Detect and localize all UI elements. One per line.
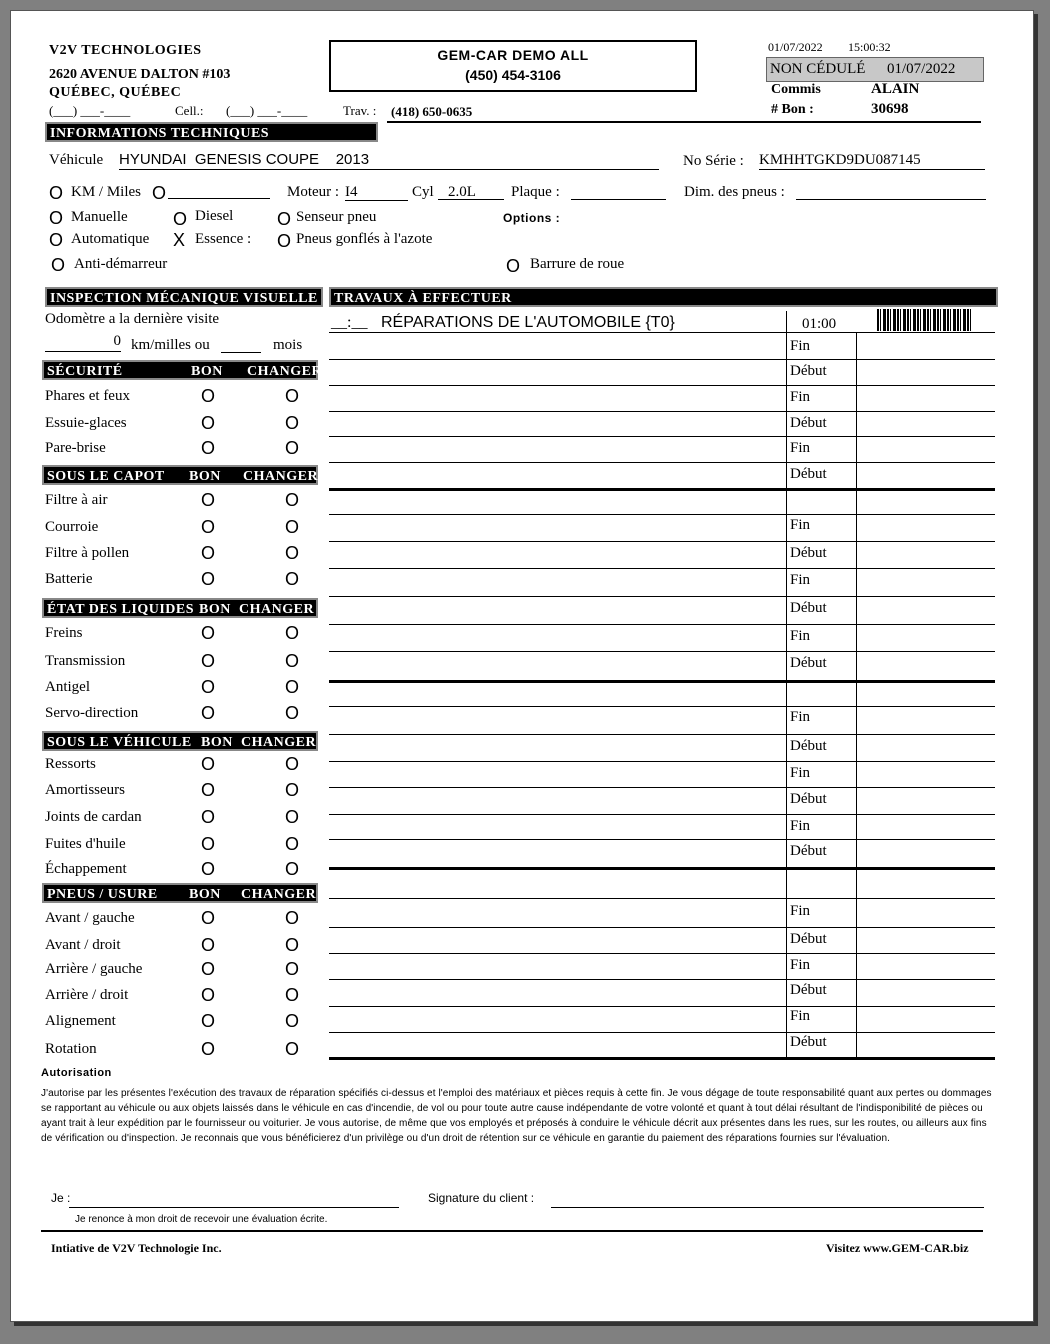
changer-radio[interactable]: O — [285, 623, 300, 643]
table-rule — [329, 953, 995, 954]
tires-blank — [796, 199, 986, 200]
col-bon-label: BON — [199, 602, 231, 617]
table-rule — [329, 1032, 995, 1033]
bon-radio[interactable]: O — [201, 517, 216, 537]
changer-radio[interactable]: O — [285, 517, 300, 537]
changer-radio[interactable]: O — [285, 834, 300, 854]
miles-radio[interactable]: O — [152, 183, 167, 203]
changer-radio[interactable]: O — [285, 490, 300, 510]
row-fin-label: Fin — [790, 440, 811, 456]
table-rule — [329, 927, 995, 928]
row-fin-label: Fin — [790, 572, 811, 588]
bon-radio[interactable]: O — [201, 1011, 216, 1031]
section-title: PNEUS / USURE — [47, 887, 158, 902]
changer-radio[interactable]: O — [285, 438, 300, 458]
header-rule — [387, 121, 981, 123]
table-rule — [329, 411, 995, 412]
changer-radio[interactable]: O — [285, 543, 300, 563]
section-title: SÉCURITÉ — [47, 364, 123, 379]
changer-radio[interactable]: O — [285, 754, 300, 774]
table-col-rule — [856, 681, 857, 867]
col-changer-label: CHANGER — [247, 364, 323, 379]
wheel-lock-label: Barrure de roue — [530, 256, 625, 272]
odometer-label: Odomètre a la dernière visite — [45, 311, 220, 327]
table-rule — [329, 488, 995, 491]
row-debut-label: Début — [790, 363, 827, 379]
km-radio[interactable]: O — [49, 183, 64, 203]
tech-info-header: INFORMATIONS TECHNIQUES — [45, 122, 378, 142]
plate-label: Plaque : — [511, 184, 560, 200]
cell-phone: (___) ___-____ — [226, 103, 308, 118]
inspection-item-label: Phares et feux — [45, 388, 130, 404]
row-debut-label: Début — [790, 982, 827, 998]
changer-radio[interactable]: O — [285, 413, 300, 433]
col-bon-label: BON — [189, 469, 221, 484]
sensor-label: Senseur pneu — [296, 209, 377, 225]
row-fin-label: Fin — [790, 1008, 811, 1024]
row-fin-label: Fin — [790, 903, 811, 919]
cyl-value: 2.0L — [438, 184, 504, 200]
changer-radio[interactable]: O — [285, 1011, 300, 1031]
table-rule — [329, 867, 995, 870]
table-col-rule — [786, 489, 787, 680]
row-debut-label: Début — [790, 931, 827, 947]
col-changer-label: CHANGER — [241, 735, 317, 750]
inspection-item-label: Échappement — [45, 861, 127, 877]
inspection-item-label: Alignement — [45, 1013, 116, 1029]
job-description: RÉPARATIONS DE L'AUTOMOBILE {T0} — [381, 314, 675, 331]
bon-value: 30698 — [871, 101, 909, 117]
authorization-title: Autorisation — [41, 1067, 112, 1079]
inspection-item-label: Freins — [45, 625, 83, 641]
table-rule — [329, 979, 995, 980]
immobilizer-checkbox[interactable]: O — [51, 255, 66, 275]
table-rule — [329, 514, 995, 515]
row-fin-label: Fin — [790, 389, 811, 405]
dealer-name: GEM-CAR DEMO ALL — [437, 47, 589, 63]
changer-radio[interactable]: O — [285, 386, 300, 406]
inspection-item-label: Joints de cardan — [45, 809, 142, 825]
signature-line[interactable] — [551, 1207, 984, 1208]
motor-value: I4 — [345, 184, 408, 201]
nitrogen-checkbox[interactable]: O — [277, 231, 292, 251]
nitrogen-label: Pneus gonflés à l'azote — [296, 231, 433, 247]
section-title: SOUS LE CAPOT — [47, 469, 165, 484]
row-debut-label: Début — [790, 791, 827, 807]
work-label: Trav. : — [343, 103, 377, 118]
print-date: 01/07/2022 — [768, 40, 823, 54]
row-fin-label: Fin — [790, 709, 811, 725]
odometer-value: 0 — [45, 333, 121, 352]
dealer-box — [329, 40, 697, 92]
company-address: 2620 AVENUE DALTON #103 — [49, 67, 231, 82]
row-debut-label: Début — [790, 545, 827, 561]
bon-label: # Bon : — [771, 102, 814, 117]
changer-radio[interactable]: O — [285, 985, 300, 1005]
inspection-section-header — [42, 360, 323, 380]
inspection-section-header — [42, 731, 318, 751]
table-col-rule — [856, 868, 857, 1057]
row-debut-label: Début — [790, 415, 827, 431]
table-rule — [329, 436, 995, 437]
plate-blank — [571, 199, 666, 200]
col-changer-label: CHANGER — [243, 469, 319, 484]
cyl-label: Cyl — [412, 184, 434, 200]
km-label: KM / Miles — [71, 184, 142, 200]
col-changer-label: CHANGER — [241, 887, 317, 902]
bon-radio[interactable]: O — [201, 754, 216, 774]
tires-label: Dim. des pneus : — [684, 184, 785, 200]
inspection-item-label: Amortisseurs — [45, 782, 125, 798]
commis-value: ALAIN — [871, 81, 920, 97]
inspection-item-label: Arrière / droit — [45, 987, 129, 1003]
inspection-item-label: Essuie-glaces — [45, 415, 127, 431]
changer-radio[interactable]: O — [285, 935, 300, 955]
footer-rule — [41, 1230, 983, 1232]
changer-radio[interactable]: O — [285, 807, 300, 827]
diesel-radio[interactable]: O — [173, 209, 188, 229]
vehicle-value: HYUNDAI GENESIS COUPE 2013 — [119, 151, 659, 170]
je-line[interactable] — [69, 1207, 399, 1208]
bon-radio[interactable]: O — [201, 413, 216, 433]
changer-radio[interactable]: O — [285, 569, 300, 589]
table-rule — [329, 680, 995, 683]
serial-value: KMHHTGKD9DU087145 — [759, 152, 985, 170]
status-badge — [766, 57, 984, 82]
footer-left: Intiative de V2V Technologie Inc. — [51, 1241, 222, 1255]
bon-radio[interactable]: O — [201, 623, 216, 643]
km-blank — [168, 198, 270, 199]
row-debut-label: Début — [790, 738, 827, 754]
inspection-item-label: Pare-brise — [45, 440, 106, 456]
bon-radio[interactable]: O — [201, 908, 216, 928]
row-fin-label: Fin — [790, 957, 811, 973]
inspection-header: INSPECTION MÉCANIQUE VISUELLE — [45, 287, 323, 307]
table-rule — [329, 898, 995, 899]
table-rule — [329, 359, 995, 360]
table-rule — [329, 814, 995, 815]
col-bon-label: BON — [189, 887, 221, 902]
inspection-item-label: Ressorts — [45, 756, 96, 772]
commis-label: Commis — [771, 82, 821, 97]
table-rule — [329, 462, 995, 463]
waiver-text: Je renonce à mon droit de recevoir une évaluation écrite. — [75, 1214, 328, 1225]
print-time: 15:00:32 — [848, 40, 891, 54]
work-order-page — [10, 10, 1034, 1322]
bon-radio[interactable]: O — [201, 677, 216, 697]
immobilizer-label: Anti-démarreur — [74, 256, 168, 272]
company-city: QUÉBEC, QUÉBEC — [49, 85, 182, 100]
bon-radio[interactable]: O — [201, 985, 216, 1005]
bon-radio[interactable]: O — [201, 543, 216, 563]
inspection-item-label: Filtre à pollen — [45, 545, 130, 561]
inspection-item-label: Avant / droit — [45, 937, 121, 953]
row-fin-label: Fin — [790, 765, 811, 781]
work-phone: (418) 650-0635 — [391, 104, 473, 119]
changer-radio[interactable]: O — [285, 703, 300, 723]
odometer-unit: km/milles ou — [131, 337, 210, 353]
table-rule — [329, 624, 995, 625]
bon-radio[interactable]: O — [201, 490, 216, 510]
table-rule — [329, 706, 995, 707]
authorization-text: J'autorise par les présentes l'exécution des travaux de réparation spécifiés ci-dessus et l'emploi des matériaux et pièces requis à cette fin. Je vous dégage de toute responsabilité quant aux pertes ou dommages se rapportant au véhicule ou aux objets laissés dans le véhicule en cas d'incendie, de vol ou pour toute autre cause indépendante de votre volonté et quant à tout délai résultant de l'indisponibilité de pièces ou ayant trait à leur expédition par le fournisseur ou voiturier. Je vous autorise, de même que vos employés et préposés à conduire le véhicule décrit aux présentes dans les rues, sur les routes, ou ailleurs aux fins de vérification ou d'inspection. Je reconnais que vous bénéficierez d'un privilège ou d'un droit de rétention sur ce véhicule en garantie du paiement des réparations fournies sur l'évaluation. — [41, 1088, 992, 1144]
changer-radio[interactable]: O — [285, 651, 300, 671]
bon-radio[interactable]: O — [201, 651, 216, 671]
table-rule — [329, 734, 995, 735]
home-phone: (___) ___-____ — [49, 103, 131, 118]
sensor-checkbox[interactable]: O — [277, 209, 292, 229]
col-bon-label: BON — [201, 735, 233, 750]
bon-radio[interactable]: O — [201, 438, 216, 458]
inspection-item-label: Servo-direction — [45, 705, 139, 721]
cell-label: Cell.: — [175, 103, 204, 118]
inspection-item-label: Antigel — [45, 679, 90, 695]
table-col-rule — [786, 333, 787, 488]
row-fin-label: Fin — [790, 628, 811, 644]
bon-radio[interactable]: O — [201, 780, 216, 800]
changer-radio[interactable]: O — [285, 1039, 300, 1059]
row-debut-label: Début — [790, 600, 827, 616]
table-rule — [329, 1057, 995, 1060]
signature-label: Signature du client : — [428, 1191, 535, 1205]
bon-radio[interactable]: O — [201, 703, 216, 723]
diesel-label: Diesel — [195, 208, 234, 224]
col-changer-label: CHANGER — [239, 602, 315, 617]
changer-radio[interactable]: O — [285, 908, 300, 928]
table-col-rule — [856, 489, 857, 680]
row-debut-label: Début — [790, 1034, 827, 1050]
wheel-lock-checkbox[interactable]: O — [506, 256, 521, 276]
row-debut-label: Début — [790, 466, 827, 482]
automatic-radio[interactable]: O — [49, 230, 64, 250]
table-rule — [329, 1006, 995, 1007]
motor-label: Moteur : — [287, 184, 340, 200]
essence-check[interactable]: X — [173, 230, 186, 250]
table-rule — [329, 839, 995, 840]
status-date: 01/07/2022 — [887, 61, 956, 77]
col-bon-label: BON — [191, 364, 223, 379]
inspection-section-header — [42, 465, 318, 485]
barcode — [877, 309, 973, 331]
bon-radio[interactable]: O — [201, 834, 216, 854]
essence-label: Essence : — [195, 231, 252, 247]
changer-radio[interactable]: O — [285, 959, 300, 979]
inspection-item-label: Arrière / gauche — [45, 961, 143, 977]
inspection-item-label: Rotation — [45, 1041, 97, 1057]
company-name: V2V TECHNOLOGIES — [49, 43, 202, 58]
automatic-label: Automatique — [71, 231, 150, 247]
bon-radio[interactable]: O — [201, 386, 216, 406]
table-rule — [329, 385, 995, 386]
vehicle-label: Véhicule — [49, 152, 104, 168]
inspection-item-label: Filtre à air — [45, 492, 108, 508]
inspection-item-label: Courroie — [45, 519, 99, 535]
row-fin-label: Fin — [790, 517, 811, 533]
bon-radio[interactable]: O — [201, 807, 216, 827]
changer-radio[interactable]: O — [285, 780, 300, 800]
serial-label: No Série : — [683, 153, 744, 169]
options-label: Options : — [503, 211, 561, 225]
table-col-rule — [786, 681, 787, 867]
status-text: NON CÉDULÉ — [770, 61, 866, 77]
table-rule — [329, 596, 995, 597]
inspection-section-header — [42, 598, 318, 618]
bon-radio[interactable]: O — [201, 569, 216, 589]
months-blank — [221, 352, 261, 353]
bon-radio[interactable]: O — [201, 859, 216, 879]
table-rule — [329, 651, 995, 652]
inspection-item-label: Fuites d'huile — [45, 836, 126, 852]
table-col-rule — [856, 333, 857, 488]
manual-radio[interactable]: O — [49, 208, 64, 228]
job-time-mark: __:__ — [331, 314, 368, 331]
inspection-item-label: Transmission — [45, 653, 126, 669]
job-time: 01:00 — [802, 316, 837, 332]
bon-radio[interactable]: O — [201, 935, 216, 955]
months-label: mois — [273, 337, 303, 353]
table-rule — [329, 541, 995, 542]
dealer-phone: (450) 454-3106 — [465, 67, 561, 83]
row-debut-label: Début — [790, 843, 827, 859]
row-debut-label: Début — [790, 655, 827, 671]
table-col-rule — [786, 868, 787, 1057]
row-fin-label: Fin — [790, 818, 811, 834]
changer-radio[interactable]: O — [285, 677, 300, 697]
bon-radio[interactable]: O — [201, 1039, 216, 1059]
inspection-item-label: Batterie — [45, 571, 93, 587]
table-rule — [329, 787, 995, 788]
work-header: TRAVAUX À EFFECTUER — [329, 287, 998, 307]
section-title: SOUS LE VÉHICULE — [47, 735, 192, 750]
inspection-section-header — [42, 883, 318, 903]
table-rule — [329, 761, 995, 762]
row-fin-label: Fin — [790, 338, 811, 354]
bon-radio[interactable]: O — [201, 959, 216, 979]
inspection-item-label: Avant / gauche — [45, 910, 135, 926]
je-label: Je : — [51, 1191, 71, 1205]
section-title: ÉTAT DES LIQUIDES — [47, 602, 194, 617]
manual-label: Manuelle — [71, 209, 128, 225]
table-col-rule — [786, 311, 787, 333]
footer-right: Visitez www.GEM-CAR.biz — [826, 1241, 969, 1255]
changer-radio[interactable]: O — [285, 859, 300, 879]
table-rule — [329, 568, 995, 569]
table-rule — [329, 332, 995, 333]
